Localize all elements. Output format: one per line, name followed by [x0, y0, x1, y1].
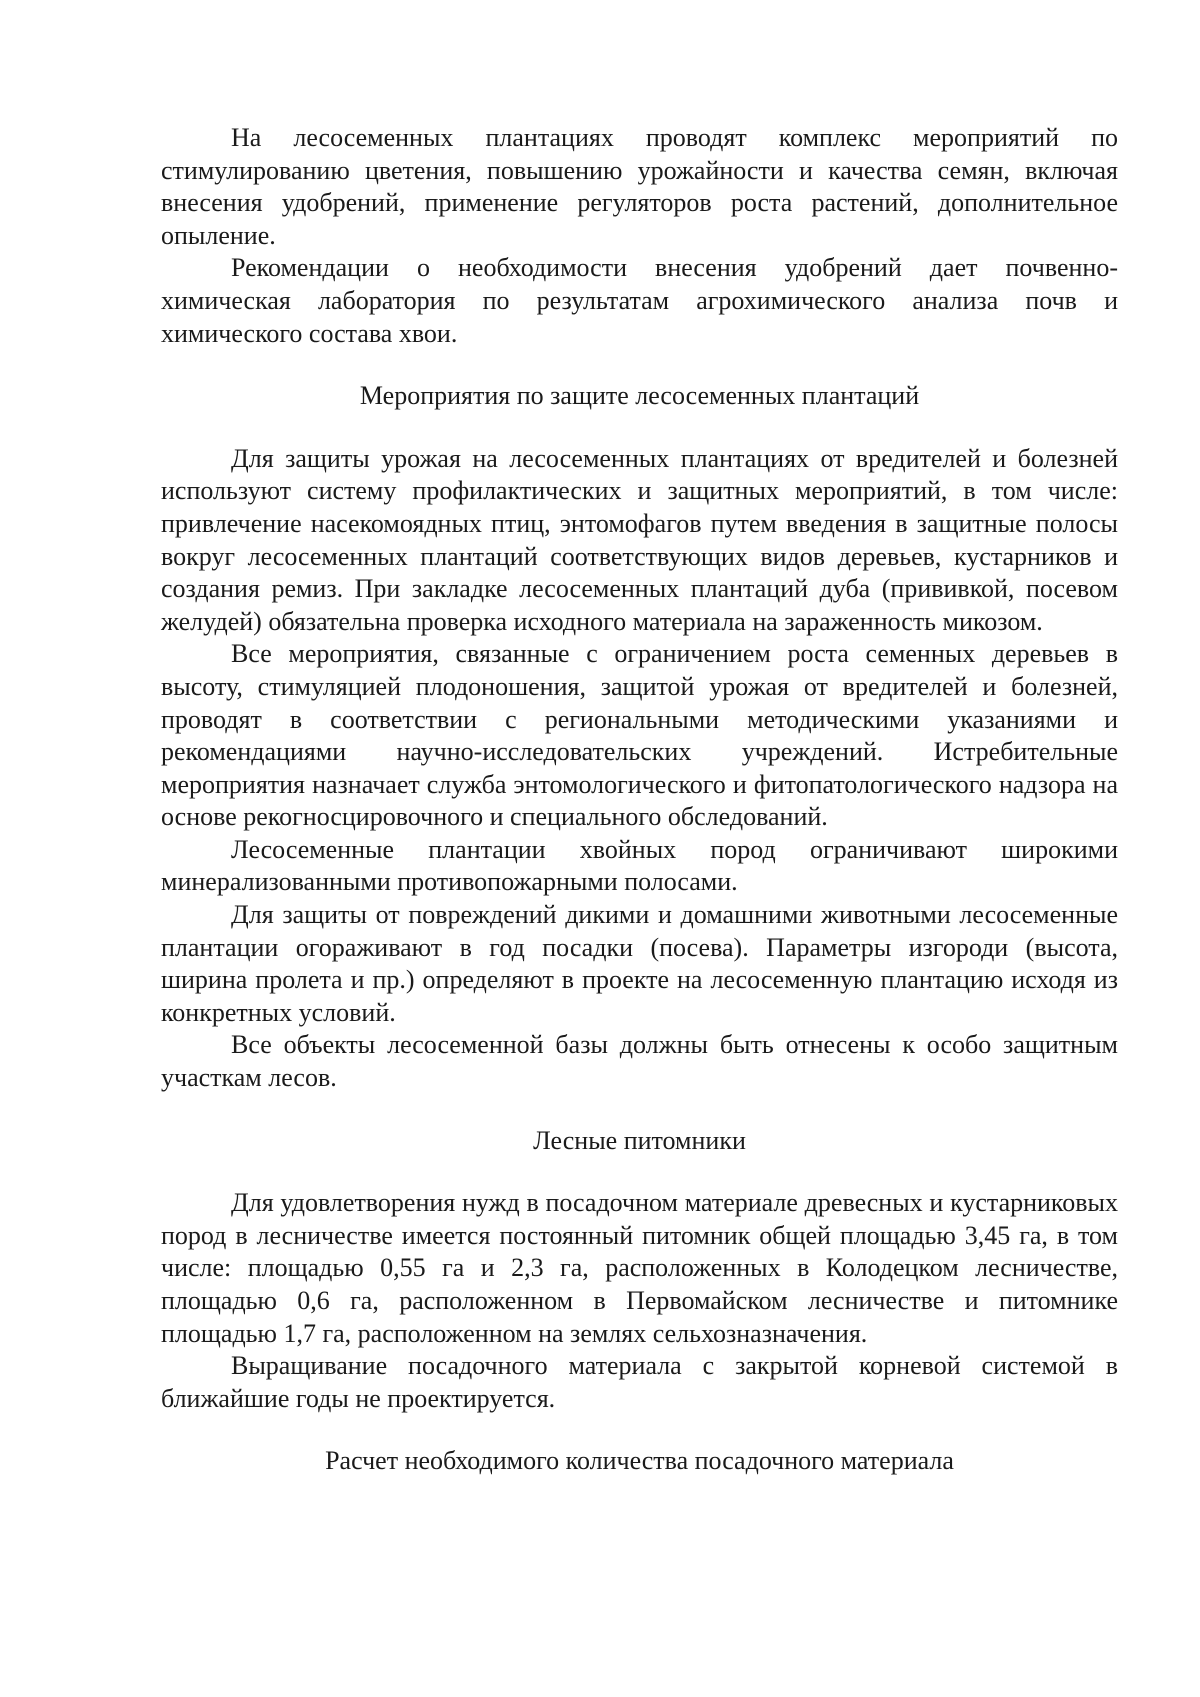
section-heading-protection: Мероприятия по защите лесосеменных плантаций — [359, 381, 920, 411]
paragraph: Рекомендации о необходимости внесения удобрений дает почвенно-химическая лаборатория по результатам агрохимического анализа почв и химического состава хвои. — [161, 253, 1118, 348]
section-heading-calculation: Расчет необходимого количества посадочного материала — [325, 1446, 954, 1476]
paragraph: Для защиты урожая на лесосеменных плантациях от вредителей и болезней используют систему профилактических и защитных мероприятий, в том числе: привлечение насекомоядных птиц, энтомофагов путем введения в защитные полосы вокруг лесосеменных плантаций соответствующих видов деревьев, кустарников и создания ремиз. При закладке лесосеменных плантаций дуба (прививкой, посевом желудей) обязательна проверка исходного материала на зараженность микозом. — [161, 443, 1118, 636]
paragraph: Все объекты лесосеменной базы должны быть отнесены к особо защитным участкам лесов. — [161, 1030, 1118, 1093]
paragraph: На лесосеменных плантациях проводят комплекс мероприятий по стимулированию цветения, повышению урожайности и качества семян, включая внесения удобрений, применение регуляторов роста растений, дополнительное опыление. — [161, 123, 1118, 250]
paragraph: Выращивание посадочного материала с закрытой корневой системой в ближайшие годы не проектируется. — [161, 1351, 1118, 1413]
paragraph: Все мероприятия, связанные с ограничением роста семенных деревьев в высоту, стимуляцией плодоношения, защитой урожая от вредителей и болезней, проводят в соответствии с региональными методическими указаниями и рекомендациями научно-исследовательских учреждений. Истребительные мероприятия назначает служба энтомологического и фитопатологического надзора на основе рекогносцировочного и специального обследований. — [161, 639, 1118, 832]
paragraph: Лесосеменные плантации хвойных пород ограничивают широкими минерализованными противопожарными полосами. — [161, 834, 1118, 897]
paragraph: Для защиты от повреждений дикими и домашними животными лесосеменные плантации огораживают в год посадки (посева). Параметры изгороди (высота, ширина пролета и пр.) определяют в проекте на лесосеменную плантацию исходя из конкретных условий. — [161, 900, 1118, 1027]
page-content — [161, 122, 1118, 1478]
paragraph: Для удовлетворения нужд в посадочном материале древесных и кустарниковых пород в лесничестве имеется постоянный питомник общей площадью 3,45 га, в том числе: площадью 0,55 га и 2,3 га, расположенных в Колодецком лесничестве, площадью 0,6 га, расположенном в Первомайском лесничестве и питомнике площадью 1,7 га, расположенном на землях сельхозназначения. — [161, 1188, 1118, 1348]
section-heading-nurseries: Лесные питомники — [533, 1125, 746, 1155]
